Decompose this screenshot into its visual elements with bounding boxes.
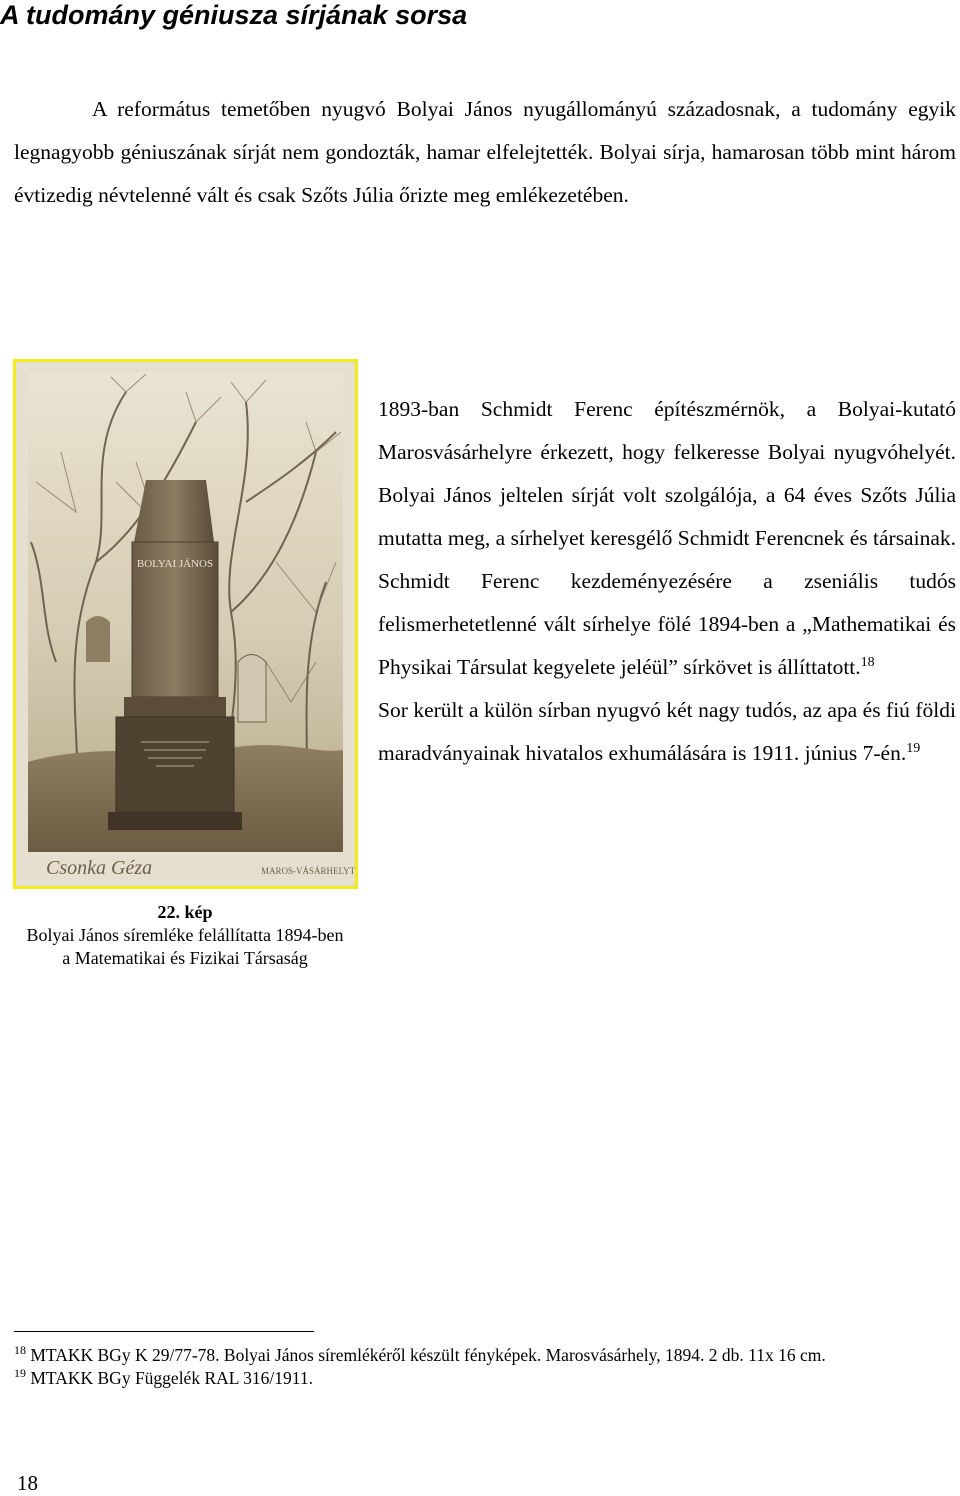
intro-paragraph: A református temetőben nyugvó Bolyai János nyugállományú századosnak, a tudomány egyik legnagyobb géniuszának sírját nem gondozták, hamar elfelejtették. Bolyai sírja, hamarosan több mint három évtizedig névtelenné vált és csak Szőts Júlia őrizte meg emlékezetében. (14, 97, 956, 207)
photographer-signature: Csonka Géza (46, 857, 153, 879)
figure-caption (0, 901, 370, 970)
footnote-text: MTAKK BGy Függelék RAL 316/1911. (30, 1368, 314, 1388)
caption-number: 22. kép (157, 902, 213, 922)
page-title: A tudomány géniusza sírjának sorsa (0, 0, 468, 30)
footnote-number: 18 (14, 1343, 26, 1357)
footnote-18 (14, 1344, 956, 1367)
footnote-ref-18[interactable]: 18 (860, 655, 875, 670)
body-paragraph-2 (378, 689, 956, 775)
footnote-text: MTAKK BGy K 29/77-78. Bolyai János síremlékéről készült fényképek. Marosvásárhely, 1894. 2 db. 11x 16 cm. (30, 1345, 826, 1365)
footnote-number: 19 (14, 1366, 26, 1380)
grave-photo-illustration (16, 362, 355, 886)
footnote-ref-19[interactable]: 19 (906, 741, 921, 756)
monument-inscription: BOLYAI JÁNOS (136, 558, 214, 570)
caption-line-1: Bolyai János síremléke felállítatta 1894-ben (26, 925, 344, 945)
main-text (378, 388, 956, 775)
footnote-separator (14, 1331, 314, 1332)
body-paragraph-1 (378, 388, 956, 689)
body-paragraph-2-text: Sor került a külön sírban nyugvó két nagy tudós, az apa és fiú földi maradványainak hivatalos exhumálására is 1911. június 7-én. (378, 698, 956, 765)
grave-photo (13, 359, 358, 889)
caption-line-2: a Matematikai és Fizikai Társaság (62, 948, 308, 968)
footnote-19 (14, 1367, 956, 1390)
page-number: 18 (17, 1471, 38, 1495)
footnotes (14, 1344, 956, 1390)
body-paragraph-1-text: 1893-ban Schmidt Ferenc építészmérnök, a Bolyai-kutató Marosvásárhelyre érkezett, hogy felkeresse Bolyai nyugvóhelyét. Bolyai János jeltelen sírját volt szolgálója, a 64 éves Szőts Júlia mutatta meg, a sírhelyet keresgélő Schmidt Ferencnek és társainak. Schmidt Ferenc kezdeményezésére a zseniális tudós felismerhetetlenné vált sírhelye fölé 1894-ben a „Mathematikai és Physikai Társulat kegyelete jeléül” sírkövet is állíttatott. (378, 397, 956, 679)
studio-stamp: MAROS-VÁSÁRHELYT (261, 866, 355, 876)
